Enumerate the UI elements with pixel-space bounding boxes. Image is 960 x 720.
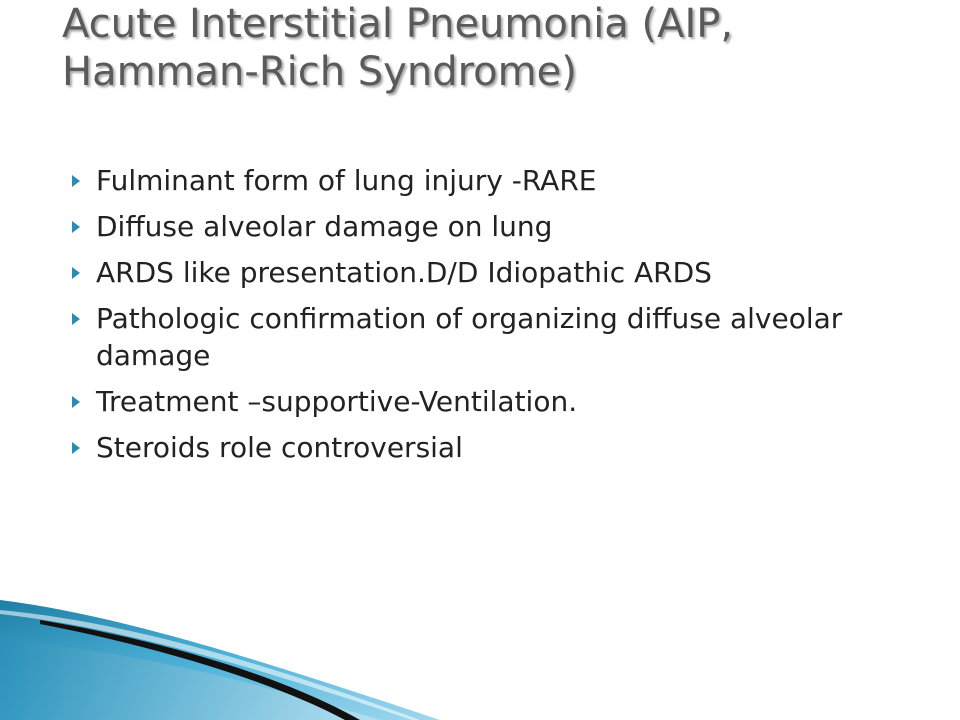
bullet-text: Steroids role controversial — [96, 431, 463, 464]
bullet-item — [72, 429, 932, 466]
wave-dark-stroke — [40, 620, 360, 720]
slide-title — [62, 0, 942, 96]
bullet-item — [72, 254, 932, 291]
wave-highlight-stroke — [0, 610, 420, 720]
wave-shape-main — [0, 600, 440, 720]
bullet-text: Pathologic confirmation of organizing diffuse alveolar damage — [96, 302, 843, 372]
bullet-list — [72, 162, 932, 475]
triangle-right-icon — [72, 396, 80, 408]
bullet-item — [72, 162, 932, 199]
triangle-right-icon — [72, 442, 80, 454]
bullet-text: Treatment –supportive-Ventilation. — [96, 385, 578, 418]
bullet-text: Fulminant form of lung injury -RARE — [96, 164, 597, 197]
bullet-text: ARDS like presentation.D/D Idiopathic ARDS — [96, 256, 712, 289]
triangle-right-icon — [72, 313, 80, 325]
slide-title-line-2: Hamman-Rich Syndrome) — [62, 49, 577, 95]
bullet-item — [72, 383, 932, 420]
bullet-text: Diffuse alveolar damage on lung — [96, 210, 553, 243]
triangle-right-icon — [72, 267, 80, 279]
bullet-item — [72, 208, 932, 245]
bullet-item — [72, 300, 932, 374]
wave-shape-light — [0, 640, 380, 720]
triangle-right-icon — [72, 221, 80, 233]
triangle-right-icon — [72, 175, 80, 187]
slide-title-line-1: Acute Interstitial Pneumonia (AIP, — [62, 1, 734, 47]
